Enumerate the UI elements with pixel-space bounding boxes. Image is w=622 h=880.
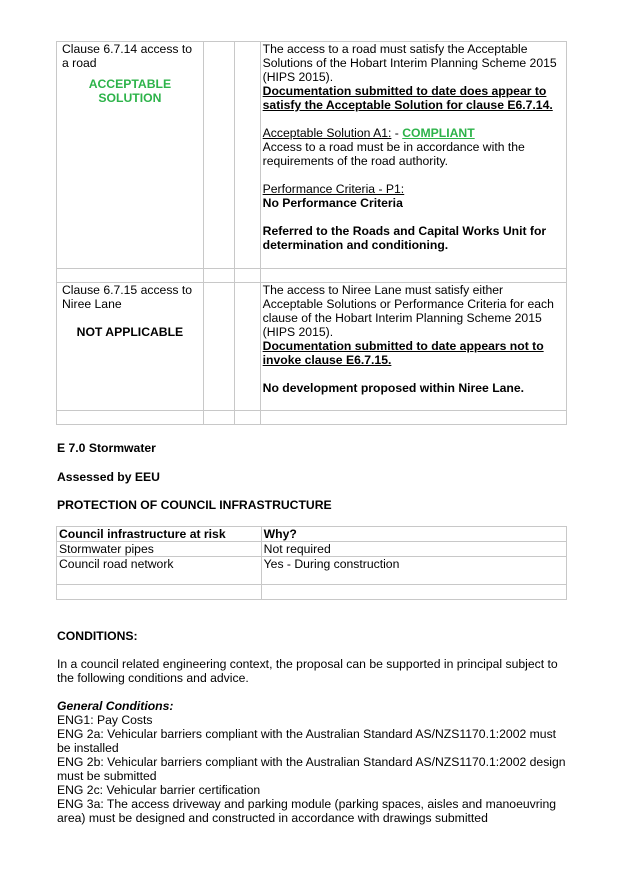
performance-criteria-text: No Performance Criteria [262, 196, 403, 210]
conditions-list [57, 713, 567, 825]
clause-title: Clause 6.7.14 access to a road [62, 42, 193, 70]
table-row [57, 557, 567, 585]
general-conditions-heading: General Conditions: [57, 699, 174, 713]
assessment-finding: Documentation submitted to date does appear to satisfy the Acceptable Solution for clause E6.7.14. [262, 84, 553, 112]
table-row [57, 411, 567, 425]
column-header: Why? [261, 527, 566, 542]
table-row [57, 542, 567, 557]
section-heading: E 7.0 Stormwater [57, 441, 156, 455]
clause-cell [57, 283, 204, 411]
status-badge: NOT APPLICABLE [76, 325, 184, 339]
assessment-cell [260, 283, 566, 411]
assessment-cell: The access to a road must satisfy the Acceptable Solutions of the Hobart Interim Planning Scheme 2015 (HIPS 2015). Documentation submitted to date does appear to satisfy the Acceptable Solution for clause E6.7.14. Acceptable Solution A1: - COMPLIANT Access to a road must be in accordance with the requirements of the road authority. Performance Criteria - P1: No Performance Criteria Referred to the Roads and Capital Works Unit for determination and conditioning. [260, 42, 566, 269]
clause-title: Clause 6.7.15 access to Niree Lane [62, 283, 193, 311]
clauses-table [56, 41, 567, 425]
protection-heading: PROTECTION OF COUNCIL INFRASTRUCTURE [57, 498, 332, 512]
table-row [57, 585, 567, 600]
infrastructure-table [56, 526, 567, 600]
column-header: Council infrastructure at risk [57, 527, 262, 542]
table-cell: Stormwater pipes [57, 542, 262, 557]
list-item: ENG1: Pay Costs [57, 713, 153, 727]
table-cell: Council road network [57, 557, 262, 585]
referral-text: Referred to the Roads and Capital Works Unit for determination and conditioning. [262, 224, 547, 252]
assessment-note: No development proposed within Niree Lane. [262, 381, 525, 395]
assessment-text: The access to Niree Lane must satisfy either Acceptable Solutions or Performance Criteria for each clause of the Hobart Interim Planning Scheme 2015 (HIPS 2015). [262, 283, 554, 339]
table-row [57, 269, 567, 283]
table-row [57, 42, 567, 269]
list-item: ENG 3a: The access driveway and parking module (parking spaces, aisles and manoeuvring area) must be designed and constructed in accordance with drawings submitted [57, 797, 557, 825]
assessment-text: The access to a road must satisfy the Acceptable Solutions of the Hobart Interim Planning Scheme 2015 (HIPS 2015). [262, 42, 557, 84]
clause-cell [57, 42, 204, 269]
list-item: ENG 2c: Vehicular barrier certification [57, 783, 261, 797]
compliance-status: COMPLIANT [402, 126, 475, 140]
table-cell: Not required [261, 542, 566, 557]
list-item: ENG 2b: Vehicular barriers compliant with the Australian Standard AS/NZS1170.1:2002 design must be submitted [57, 755, 566, 783]
table-header-row [57, 527, 567, 542]
conditions-heading: CONDITIONS: [57, 629, 138, 643]
table-row [57, 283, 567, 411]
conditions-intro: In a council related engineering context, the proposal can be supported in principal subject to the following conditions and advice. [57, 657, 558, 685]
performance-criteria-label: Performance Criteria - P1: [262, 182, 405, 196]
assessment-finding: Documentation submitted to date appears not to invoke clause E6.7.15. [262, 339, 544, 367]
acceptable-solution-text: Access to a road must be in accordance with the requirements of the road authority. [262, 140, 525, 168]
status-badge: ACCEPTABLE SOLUTION [88, 77, 172, 105]
list-item: ENG 2a: Vehicular barriers compliant with the Australian Standard AS/NZS1170.1:2002 must be installed [57, 727, 557, 755]
acceptable-solution-label: Acceptable Solution A1: [262, 126, 392, 140]
table-cell: Yes - During construction [261, 557, 566, 585]
assessed-by: Assessed by EEU [57, 470, 160, 484]
